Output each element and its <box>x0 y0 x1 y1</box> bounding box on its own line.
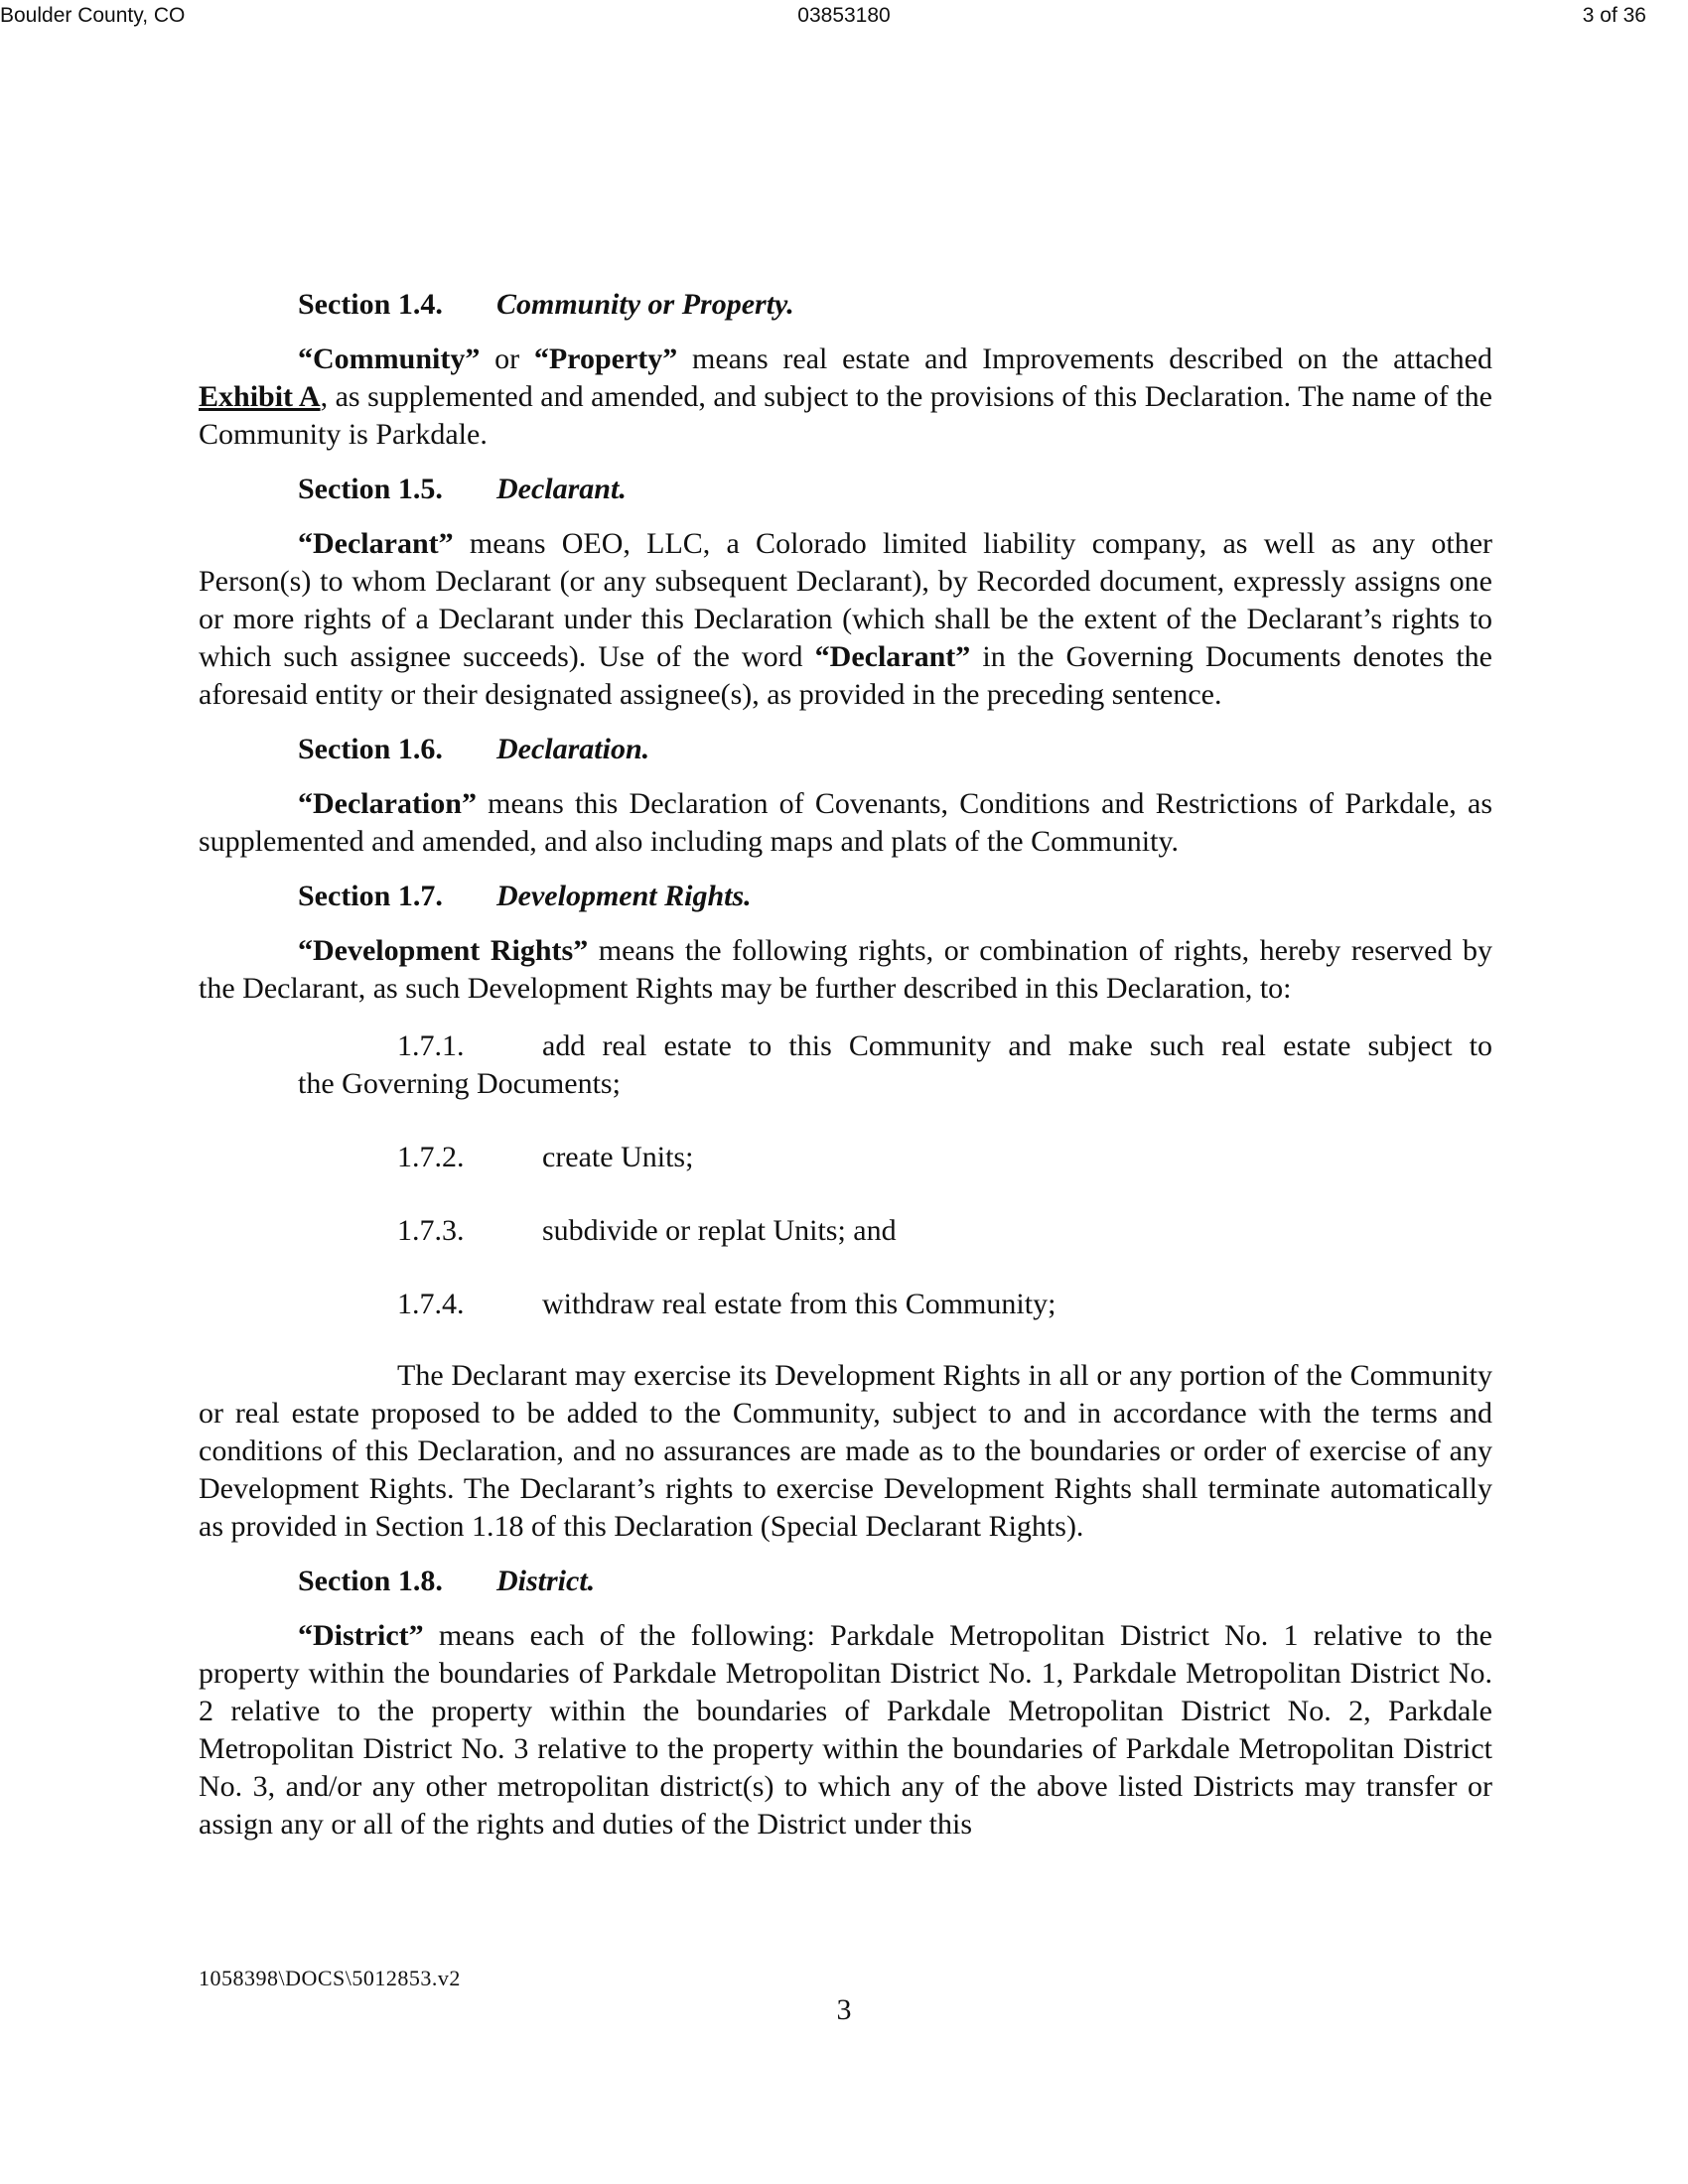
list-text: create Units; <box>542 1141 694 1173</box>
section-1-4-text <box>199 341 1492 454</box>
list-text: withdraw real estate from this Community; <box>542 1288 1056 1320</box>
list-text: subdivide or replat Units; and <box>542 1214 897 1247</box>
section-1-4-heading <box>298 286 1492 324</box>
section-title: Declarant. <box>496 473 627 505</box>
document-id: 1058398\DOCS\5012853.v2 <box>199 1966 461 1990</box>
list-item <box>199 1212 1492 1250</box>
list-item <box>199 1286 1492 1323</box>
list-number: 1.7.3. <box>397 1214 465 1247</box>
section-number: Section 1.4. <box>298 288 443 321</box>
reception-number: 03853180 <box>797 4 891 27</box>
text-run: means this Declaration of Covenants, Conditions and Restrictions of Parkdale, as supplemented and amended, and also including maps and plats of the Community. <box>199 787 1492 858</box>
list-number: 1.7.2. <box>397 1141 465 1173</box>
section-1-7-text <box>199 932 1492 1008</box>
defined-term: “Declarant” <box>298 527 454 560</box>
section-1-6-text <box>199 785 1492 861</box>
section-1-5-text <box>199 525 1492 714</box>
defined-term: “Development Rights” <box>298 934 589 967</box>
text-run: means the following rights, or combination of rights, hereby reserved by the Declarant, as such Development Rights may be further described in this Declaration, to: <box>199 934 1492 1005</box>
text-run: means OEO, LLC, a Colorado limited liability company, as well as any other Person(s) to whom Declarant (or any subsequent Declarant), by Recorded document, expressly assigns one or more rights of a Declarant under this Declaration (which shall be the extent of the Declarant’s rights to which such assignee succeeds). Use of the word <box>199 527 1492 673</box>
section-title: Community or Property. <box>496 288 794 321</box>
defined-term: “Property” <box>533 342 678 375</box>
list-item <box>199 1027 1492 1103</box>
section-number: Section 1.7. <box>298 880 443 912</box>
list-item <box>199 1139 1492 1176</box>
section-1-8-text <box>199 1617 1492 1843</box>
list-text-continued: the Governing Documents; <box>298 1067 621 1100</box>
list-text: add real estate to this Community and make such real estate subject to <box>542 1029 1492 1062</box>
section-1-8-heading <box>298 1563 1492 1600</box>
section-title: District. <box>496 1565 596 1597</box>
page-number: 3 <box>836 1993 852 2026</box>
list-number: 1.7.1. <box>397 1029 465 1062</box>
text-run: means real estate and Improvements described on the attached <box>677 342 1492 375</box>
section-1-7-heading <box>298 878 1492 915</box>
list-number: 1.7.4. <box>397 1288 465 1320</box>
section-1-6-heading <box>298 731 1492 768</box>
defined-term: “District” <box>298 1619 424 1652</box>
page-counter: 3 of 36 <box>1582 4 1646 27</box>
text-run: in the Governing Documents denotes the aforesaid entity or their designated assignee(s), as provided in the preceding sentence. <box>199 640 1492 711</box>
county-label: Boulder County, CO <box>0 4 186 27</box>
development-rights-paragraph: The Declarant may exercise its Development Rights in all or any portion of the Community or real estate proposed to be added to the Community, subject to and in accordance with the terms and conditions of this Declaration, and no assurances are made as to the boundaries or order of exercise of any Development Rights. The Declarant’s rights to exercise Development Rights shall terminate automatically as provided in Section 1.18 of this Declaration (Special Declarant Rights). <box>199 1359 1492 1543</box>
section-title: Development Rights. <box>496 880 752 912</box>
defined-term: “Declarant” <box>814 640 971 673</box>
document-body <box>199 286 1492 1860</box>
defined-term: “Declaration” <box>298 787 477 820</box>
section-1-5-heading <box>298 471 1492 508</box>
section-title: Declaration. <box>496 733 650 765</box>
text-run: or <box>480 342 534 375</box>
exhibit-reference: Exhibit A <box>199 380 321 413</box>
text-run: , as supplemented and amended, and subject to the provisions of this Declaration. The name of the Community is Parkdale. <box>199 380 1492 451</box>
section-number: Section 1.8. <box>298 1565 443 1597</box>
section-number: Section 1.5. <box>298 473 443 505</box>
defined-term: “Community” <box>298 342 481 375</box>
section-number: Section 1.6. <box>298 733 443 765</box>
text-run: means each of the following: Parkdale Metropolitan District No. 1 relative to the property within the boundaries of Parkdale Metropolitan District No. 1, Parkdale Metropolitan District No. 2 relative to the property within the boundaries of Parkdale Metropolitan District No. 2, Parkdale Metropolitan District No. 3 relative to the property within the boundaries of Parkdale Metropolitan District No. 3, and/or any other metropolitan district(s) to which any of the above listed Districts may transfer or assign any or all of the rights and duties of the District under this <box>199 1619 1492 1841</box>
